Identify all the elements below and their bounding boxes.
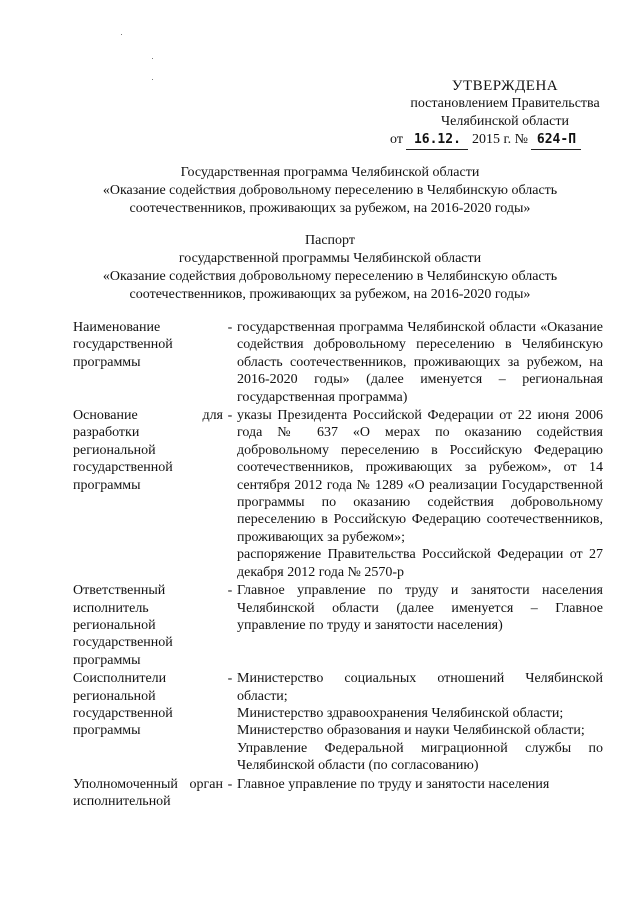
row-label: Основание для разработки региональной государственной программы <box>73 408 223 493</box>
scan-speck <box>152 58 153 59</box>
program-title-line: соотечественников, проживающих за рубежом, на 2016-2020 годы» <box>129 201 531 216</box>
approval-date-line <box>390 131 620 150</box>
passport-subtitle-line: государственной программы Челябинской области <box>178 251 482 266</box>
row-value-paragraph: Главное управление по труду и занятости населения <box>237 776 550 792</box>
row-value-paragraph: Министерство образования и науки Челябинской области; <box>237 723 585 739</box>
program-title-line: Государственная программа Челябинской области <box>180 165 480 180</box>
table-row <box>73 407 603 581</box>
table-row <box>73 776 603 811</box>
scan-speck <box>152 79 153 80</box>
row-dash: - <box>227 320 233 335</box>
row-value-paragraph: государственная программа Челябинской области «Оказание содействия добровольному переселению в Челябинскую область соотечественников, проживающих за рубежом, на 2016-2020 годы» (далее именуется – региональная государственная программа) <box>237 320 603 405</box>
row-dash: - <box>227 671 233 687</box>
approval-from: от <box>390 132 403 147</box>
table-row <box>73 319 603 406</box>
row-label: Ответственный исполнитель региональной государственной программы <box>73 583 173 668</box>
passport-heading-block <box>60 232 600 304</box>
row-value-paragraph: Министерство здравоохранения Челябинской области; <box>237 705 564 721</box>
passport-subtitle-line: «Оказание содействия добровольному переселению в Челябинскую область <box>102 269 558 284</box>
approval-year: 2015 г. № <box>471 132 528 147</box>
row-value-paragraph: указы Президента Российской Федерации от 22 июня 2006 года № 637 «О мерах по оказанию содействия добровольному переселению в Российскую Федерацию соотечественников, проживающих за рубежом», от 14 сентября 2012 года № 1289 «О реализации Государственной программы по оказанию содействия добровольному переселению в Российскую Федерацию соотечественников, проживающих за рубежом»; <box>237 408 603 545</box>
approval-date: 16.12. <box>406 131 468 150</box>
row-value <box>237 319 603 406</box>
row-value <box>237 670 603 774</box>
row-value-paragraph: распоряжение Правительства Российской Федерации от 27 декабря 2012 года № 2570-р <box>237 547 603 580</box>
row-dash: - <box>227 408 233 424</box>
scan-speck <box>121 34 122 35</box>
program-title <box>60 164 600 218</box>
row-value-paragraph: Управление Федеральной миграционной службы по Челябинской области (по согласованию) <box>237 740 603 774</box>
passport-table <box>73 319 603 811</box>
row-value <box>237 582 603 669</box>
row-dash: - <box>227 583 233 599</box>
passport-subtitle-line: соотечественников, проживающих за рубежом, на 2016-2020 годы» <box>129 287 531 302</box>
row-value <box>237 407 603 581</box>
approval-number: 624-П <box>531 131 581 150</box>
approval-stamp <box>390 77 620 150</box>
row-label: Наименование государственной программы <box>73 320 173 370</box>
row-value-paragraph: Министерство социальных отношений Челябинской области; <box>237 671 603 704</box>
table-row <box>73 582 603 669</box>
row-dash: - <box>227 776 233 792</box>
row-label: Уполномоченный орган исполнительной <box>73 776 223 809</box>
row-value <box>237 776 603 811</box>
passport-heading: Паспорт <box>305 233 355 248</box>
table-row <box>73 670 603 774</box>
approval-region: Челябинской области <box>441 114 569 129</box>
approval-title: УТВЕРЖДЕНА <box>451 78 559 94</box>
row-value-paragraph: Главное управление по труду и занятости населения Челябинской области (далее именуется – Главное управление по труду и занятости населения) <box>237 583 603 633</box>
row-label: Соисполнители региональной государственной программы <box>73 671 173 739</box>
approval-issuer: постановлением Правительства <box>410 96 600 111</box>
program-title-line: «Оказание содействия добровольному переселению в Челябинскую область <box>102 183 558 198</box>
